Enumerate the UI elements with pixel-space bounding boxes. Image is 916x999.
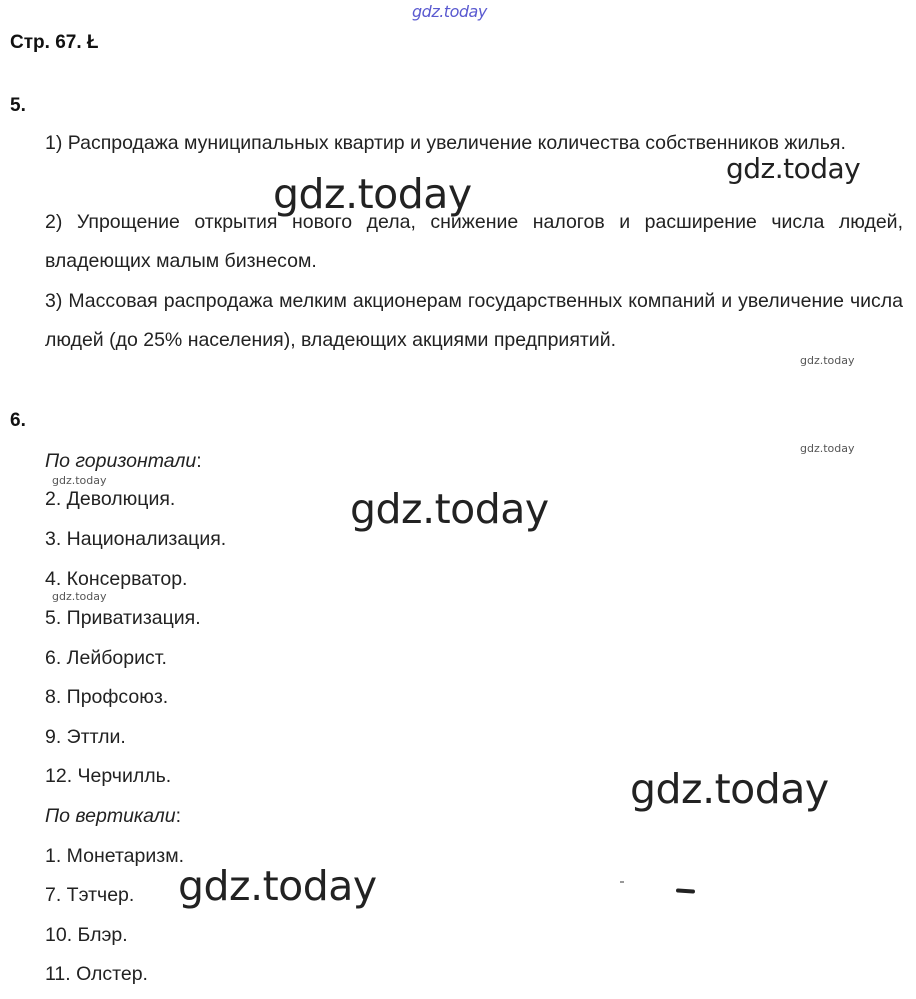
vertical-answer: 10. Блэр.	[45, 924, 128, 946]
task-5-item-2: 2) Упрощение открытия нового дела, снижение налогов и расширение числа людей, владеющих малым бизнесом.	[45, 211, 903, 272]
page-header: Стр. 67. Ł	[10, 32, 99, 53]
vertical-answer: 11. Олстер.	[45, 963, 148, 985]
task-6-number: 6.	[10, 410, 26, 431]
horizontal-answer: 3. Национализация.	[45, 528, 227, 550]
vertical-heading	[45, 805, 181, 828]
watermark: gdz.today	[800, 354, 855, 367]
watermark: gdz.today	[52, 590, 107, 603]
horizontal-answer: 6. Лейборист.	[45, 647, 167, 669]
watermark-top: gdz.today	[412, 2, 487, 21]
horizontal-label: По горизонтали	[45, 450, 197, 472]
watermark: gdz.today	[178, 862, 377, 910]
watermark: gdz.today	[52, 474, 107, 487]
watermark: gdz.today	[800, 442, 855, 455]
horizontal-answer: 4. Консерватор.	[45, 568, 188, 590]
task-5-item-1: 1) Распродажа муниципальных квартир и увеличение количества собственников жилья.	[45, 132, 846, 154]
horizontal-answer: 8. Профсоюз.	[45, 686, 169, 708]
horizontal-answer: 5. Приватизация.	[45, 607, 201, 629]
watermark: gdz.today	[726, 152, 861, 185]
vertical-answer: 1. Монетаризм.	[45, 845, 185, 867]
colon: :	[196, 450, 202, 472]
horizontal-answer: 2. Деволюция.	[45, 488, 176, 510]
vertical-answer: 7. Тэтчер.	[45, 884, 135, 906]
horizontal-answer: 12. Черчилль.	[45, 765, 172, 787]
watermark: gdz.today	[350, 485, 549, 533]
watermark: gdz.today	[273, 170, 472, 218]
watermark: gdz.today	[630, 765, 829, 813]
horizontal-heading	[45, 450, 202, 473]
speck	[620, 881, 624, 883]
task-5-number: 5.	[10, 95, 26, 116]
colon: :	[175, 805, 182, 827]
horizontal-answer: 9. Эттли.	[45, 726, 126, 748]
vertical-label: По вертикали	[45, 805, 176, 827]
task-5-item-3: 3) Массовая распродажа мелким акционерам государственных компаний и увеличение числа людей (до 25% населения), владеющих акциями предприятий.	[45, 290, 903, 351]
pen-mark	[676, 888, 695, 893]
